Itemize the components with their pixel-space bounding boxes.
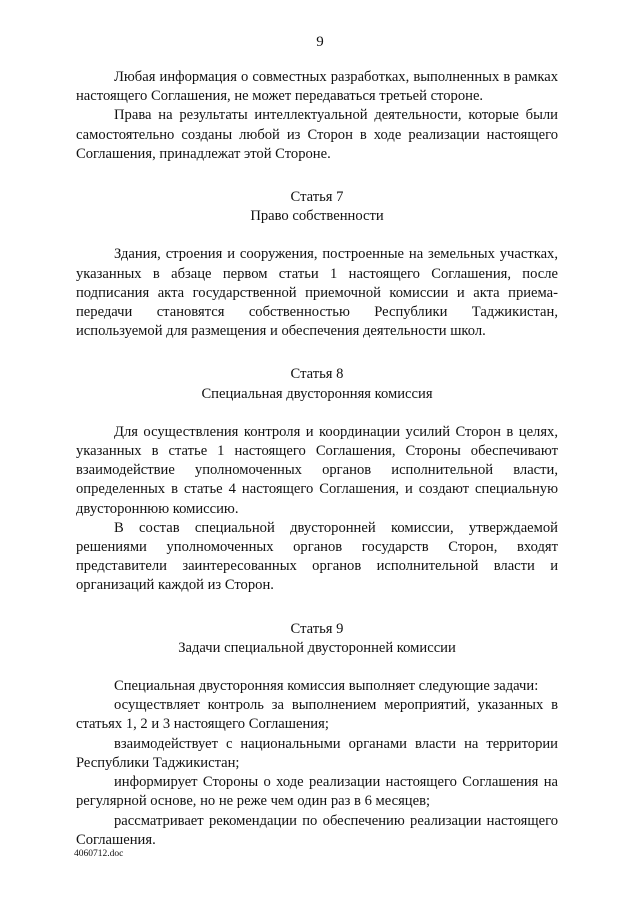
- article-8-label: Статья 8: [290, 366, 344, 383]
- article-7-label: Статья 7: [290, 189, 344, 206]
- paragraph-task-control: осуществляет контроль за выполнением мероприятий, указанных в статьях 1, 2 и 3 настоящего Соглашения;: [76, 697, 558, 733]
- paragraph-task-recommendations: рассматривает рекомендации по обеспечению реализации настоящего Соглашения.: [76, 812, 558, 848]
- article-8-title: Специальная двусторонняя комиссия: [201, 385, 433, 402]
- paragraph-commission-composition: В состав специальной двусторонней комиссии, утверждаемой решениями уполномоченных органов государств Сторон, входят представители заинтересованных органов исполнительной власти и организаций каждой из Сторон.: [76, 519, 558, 594]
- paragraph-commission-creation: Для осуществления контроля и координации усилий Сторон в целях, указанных в статье 1 настоящего Соглашения, Стороны обеспечивают взаимодействие уполномоченных органов исполнительной власти, определенных в статье 4 настоящего Соглашения, и создают специальную двустороннюю комиссию.: [76, 423, 558, 517]
- paragraph-task-inform: информирует Стороны о ходе реализации настоящего Соглашения на регулярной основе, но не реже чем один раз в 6 месяцев;: [76, 774, 558, 810]
- document-body: [76, 68, 558, 850]
- article-9-label: Статья 9: [290, 620, 344, 637]
- paragraph-joint-development-info: Любая информация о совместных разработках, выполненных в рамках настоящего Соглашения, не может передаваться третьей стороне.: [76, 69, 558, 105]
- paragraph-task-interaction: взаимодействует с национальными органами власти на территории Республики Таджикистан;: [76, 735, 558, 771]
- footer-file-name: 4060712.doc: [74, 849, 124, 859]
- article-9-title: Задачи специальной двусторонней комиссии: [178, 639, 456, 656]
- page-number: 9: [316, 34, 324, 50]
- paragraph-intellectual-property: Права на результаты интеллектуальной деятельности, которые были самостоятельно созданы любой из Сторон в ходе реализации настоящего Соглашения, принадлежат этой Стороне.: [76, 107, 558, 162]
- article-7-title: Право собственности: [250, 208, 384, 225]
- paragraph-commission-tasks-intro: Специальная двусторонняя комиссия выполняет следующие задачи:: [114, 678, 539, 695]
- paragraph-property-rights: Здания, строения и сооружения, построенные на земельных участках, указанных в абзаце первом статьи 1 настоящего Соглашения, после подписания акта государственной приемочной комиссии и акта приема-передачи становятся собственностью Республики Таджикистан, используемой для размещения и обеспечения деятельности школ.: [76, 246, 558, 340]
